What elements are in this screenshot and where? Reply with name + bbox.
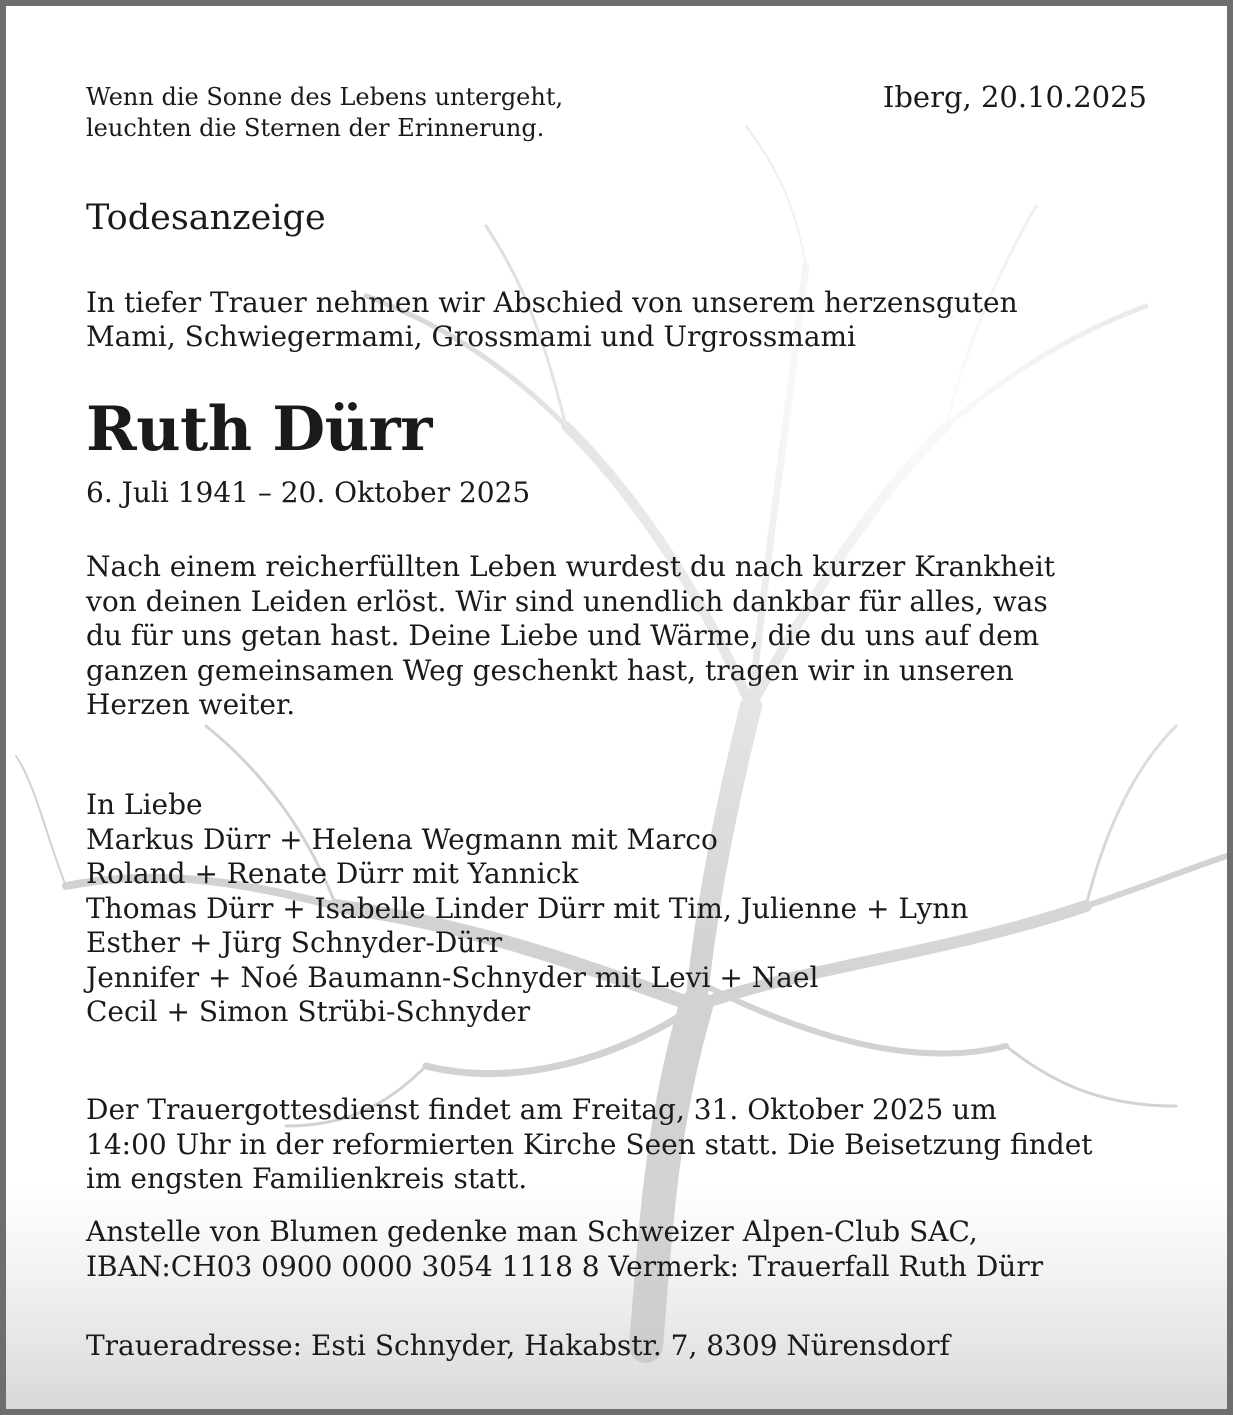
mourner-entry: Markus Dürr + Helena Wegmann mit Marco <box>86 822 718 856</box>
tribute-line: Nach einem reicherfüllten Leben wurdest du nach kurzer Krankheit <box>86 550 1056 583</box>
motto-line: Wenn die Sonne des Lebens untergeht, <box>86 83 564 111</box>
life-dates: 6. Juli 1941 – 20. Oktober 2025 <box>86 476 531 509</box>
deceased-name: Ruth Dürr <box>86 394 432 465</box>
service-line: im engsten Familienkreis statt. <box>86 1162 528 1195</box>
tribute-line: von deinen Leiden erlöst. Wir sind unendlich dankbar für alles, was <box>86 584 1048 618</box>
tribute-line: Herzen weiter. <box>86 688 296 721</box>
memorial-motto <box>86 82 563 144</box>
mourner-entry: Jennifer + Noé Baumann-Schnyder mit Levi + Nael <box>86 960 819 994</box>
mourners-list <box>86 788 968 1030</box>
intro-text <box>86 286 1018 354</box>
intro-line: In tiefer Trauer nehmen wir Abschied von unserem herzensguten <box>86 286 1018 319</box>
tribute-text <box>86 550 1055 723</box>
service-line: Der Trauergottesdienst findet am Freitag, 31. Oktober 2025 um <box>86 1093 997 1126</box>
tribute-line: du für uns getan hast. Deine Liebe und Wärme, die du uns auf dem <box>86 619 1040 652</box>
motto-line: leuchten die Sternen der Erinnerung. <box>86 114 545 142</box>
mourner-entry: Cecil + Simon Strübi-Schnyder <box>86 995 531 1028</box>
notice-heading: Todesanzeige <box>86 198 326 238</box>
place-date: Iberg, 20.10.2025 <box>882 80 1147 114</box>
donation-info <box>86 1215 1043 1284</box>
tribute-line: ganzen gemeinsamen Weg geschenkt hast, tragen wir in unseren <box>86 653 1014 687</box>
mourner-entry: Esther + Jürg Schnyder-Dürr <box>86 926 503 959</box>
mourning-address: Traueradresse: Esti Schnyder, Hakabstr. 7, 8309 Nürensdorf <box>86 1329 950 1362</box>
service-info <box>86 1093 1093 1197</box>
mourner-entry: Thomas Dürr + Isabelle Linder Dürr mit Tim, Julienne + Lynn <box>86 891 969 925</box>
donation-line: Anstelle von Blumen gedenke man Schweizer Alpen-Club SAC, <box>86 1215 978 1248</box>
service-line: 14:00 Uhr in der reformierten Kirche Seen statt. Die Beisetzung findet <box>86 1127 1093 1161</box>
donation-line: IBAN:CH03 0900 0000 3054 1118 8 Vermerk: Trauerfall Ruth Dürr <box>86 1249 1044 1283</box>
obituary-sheet <box>6 6 1227 1409</box>
mourner-entry: Roland + Renate Dürr mit Yannick <box>86 857 579 890</box>
intro-line: Mami, Schwiegermami, Grossmami und Urgrossmami <box>86 320 857 353</box>
mourners-intro: In Liebe <box>86 788 203 821</box>
